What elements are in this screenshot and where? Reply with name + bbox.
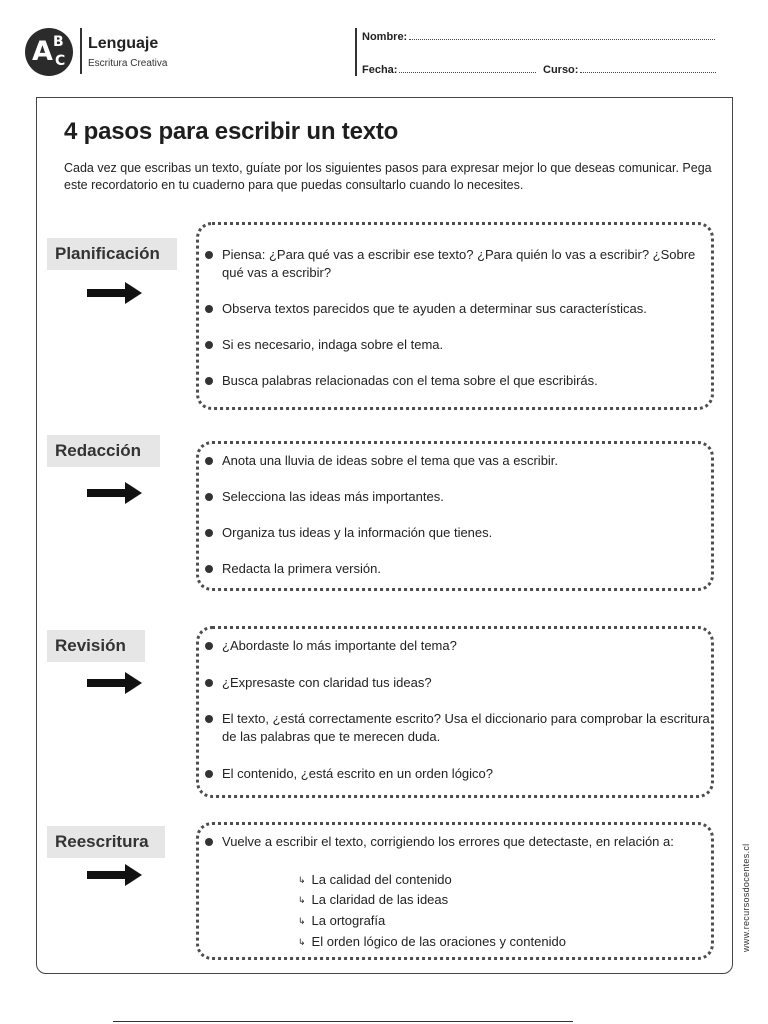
- bullet-icon: [205, 838, 213, 846]
- list-item: [205, 246, 710, 282]
- list-item: [205, 336, 710, 354]
- list-item-text: Busca palabras relacionadas con el tema sobre el que escribirás.: [222, 373, 598, 388]
- arrow-right-icon: [87, 671, 143, 695]
- list-item: [205, 637, 710, 655]
- list-item: [205, 524, 710, 542]
- arrow-right-icon: [87, 481, 143, 505]
- list-item: [205, 372, 710, 390]
- list-item-text: Selecciona las ideas más importantes.: [222, 489, 444, 504]
- course-field[interactable]: [543, 63, 716, 76]
- list-item: [205, 765, 710, 783]
- bullet-icon: [205, 770, 213, 778]
- name-line[interactable]: [409, 30, 715, 40]
- bullet-icon: [205, 341, 213, 349]
- bullet-icon: [205, 493, 213, 501]
- arrow-right-icon: [87, 863, 143, 887]
- list-item: [205, 560, 710, 578]
- subject-subtitle: Escritura Creativa: [88, 58, 168, 69]
- side-url: www.recursosdocentes.cl: [741, 843, 751, 952]
- list-item-text: Vuelve a escribir el texto, corrigiendo los errores que detectaste, en relación a:: [222, 834, 674, 849]
- list-item-text: Anota una lluvia de ideas sobre el tema que vas a escribir.: [222, 453, 559, 468]
- name-label: Nombre:: [362, 31, 408, 43]
- list-item-text: ¿Expresaste con claridad tus ideas?: [222, 675, 432, 690]
- bullet-icon: [205, 565, 213, 573]
- list-item-text: Organiza tus ideas y la información que tienes.: [222, 525, 493, 540]
- list-item: [205, 833, 710, 851]
- step-label-redaccion: Redacción: [47, 435, 160, 467]
- intro-paragraph: Cada vez que escribas un texto, guíate por los siguientes pasos para expresar mejor lo que deseas comunicar. Pega este recordatorio en tu cuaderno para que puedas consultarlo cuando lo necesites.: [64, 161, 712, 192]
- sub-list-item-text: El orden lógico de las oraciones y contenido: [311, 934, 566, 949]
- subject-title: Lenguaje: [88, 35, 159, 52]
- sub-bullet-icon: ↳: [298, 937, 306, 947]
- list-item-text: El texto, ¿está correctamente escrito? Usa el diccionario para comprobar la escritura de las palabras que te merecen duda.: [222, 711, 710, 744]
- logo-letter-b: B: [53, 34, 64, 50]
- logo-letter-a: A: [32, 36, 53, 67]
- sub-list-item-text: La calidad del contenido: [311, 872, 452, 887]
- list-item-text: Redacta la primera versión.: [222, 561, 381, 576]
- list-item: [205, 488, 710, 506]
- list-item-text: Piensa: ¿Para qué vas a escribir ese texto? ¿Para quién lo vas a escribir? ¿Sobre qué vas a escribir?: [222, 247, 696, 280]
- bullet-icon: [205, 457, 213, 465]
- bullet-icon: [205, 529, 213, 537]
- step-label-revision: Revisión: [47, 630, 145, 662]
- list-item-text: Si es necesario, indaga sobre el tema.: [222, 337, 444, 352]
- sub-list-item: [298, 891, 448, 909]
- sub-list-item: [298, 871, 452, 889]
- bullet-icon: [205, 377, 213, 385]
- sub-bullet-icon: ↳: [298, 895, 306, 905]
- step-label-reescritura: Reescritura: [47, 826, 165, 858]
- list-item: [205, 300, 710, 318]
- course-label: Curso:: [543, 64, 579, 76]
- name-field[interactable]: [362, 30, 715, 43]
- list-item: [205, 452, 710, 470]
- sub-bullet-icon: ↳: [298, 875, 306, 885]
- list-item: [205, 710, 710, 746]
- bullet-icon: [205, 715, 213, 723]
- form-divider: [355, 28, 357, 76]
- date-line[interactable]: [399, 63, 536, 73]
- bullet-icon: [205, 251, 213, 259]
- bullet-icon: [205, 679, 213, 687]
- list-item-text: ¿Abordaste lo más importante del tema?: [222, 638, 457, 653]
- sub-list-item: [298, 933, 566, 951]
- date-label: Fecha:: [362, 64, 398, 76]
- sub-list-item-text: La ortografía: [311, 913, 386, 928]
- footer-line: [113, 1021, 573, 1022]
- sub-list-item-text: La claridad de las ideas: [311, 892, 449, 907]
- list-item: [205, 674, 710, 692]
- abc-logo: [25, 28, 73, 76]
- sub-bullet-icon: ↳: [298, 916, 306, 926]
- arrow-right-icon: [87, 281, 143, 305]
- date-field[interactable]: [362, 63, 536, 76]
- step-label-planificacion: Planificación: [47, 238, 177, 270]
- list-item-text: Observa textos parecidos que te ayuden a determinar sus características.: [222, 301, 647, 316]
- page-title: 4 pasos para escribir un texto: [64, 118, 399, 145]
- header-divider: [80, 28, 82, 74]
- bullet-icon: [205, 642, 213, 650]
- bullet-icon: [205, 305, 213, 313]
- sub-list-item: [298, 912, 385, 930]
- list-item-text: El contenido, ¿está escrito en un orden lógico?: [222, 766, 494, 781]
- logo-letter-c: C: [55, 53, 66, 69]
- course-line[interactable]: [580, 63, 716, 73]
